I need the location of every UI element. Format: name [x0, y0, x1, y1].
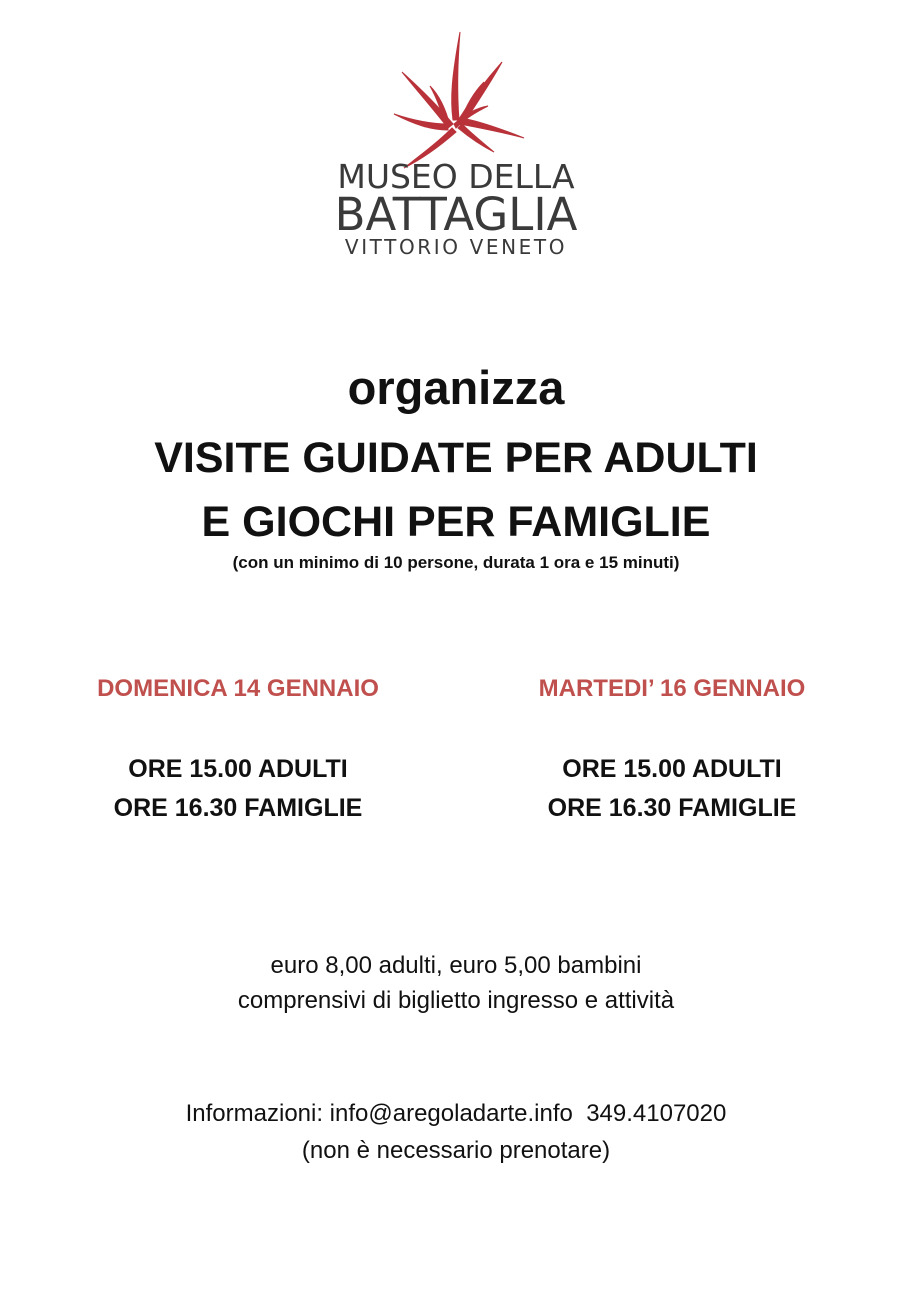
event-conditions-note: (con un minimo di 10 persone, durata 1 ora e 15 minuti)	[232, 553, 680, 572]
schedule-date: DOMENICA 14 GENNAIO	[97, 675, 379, 702]
time-adults: ORE 15.00 ADULTI	[128, 755, 348, 783]
contact-line: Informazioni: info@aregoladarte.info 349.4107020	[185, 1100, 727, 1127]
schedule-date: MARTEDI’ 16 GENNAIO	[538, 675, 806, 702]
headline-line-2: E GIOCHI PER FAMIGLIE	[201, 498, 711, 546]
red-starburst-figure-icon	[326, 28, 586, 263]
logo-line-1: MUSEO DELLA	[337, 157, 575, 196]
logo-line-3: VITTORIO VENETO	[344, 235, 568, 259]
price-line: euro 8,00 adulti, euro 5,00 bambini	[270, 952, 642, 979]
time-adults: ORE 15.00 ADULTI	[562, 755, 782, 783]
museum-logo	[0, 28, 912, 263]
event-headline	[0, 426, 912, 554]
schedule-day-1	[38, 670, 438, 828]
schedule-times	[472, 750, 872, 828]
price-includes-line: comprensivi di biglietto ingresso e attività	[237, 987, 675, 1014]
intro-text: organizza	[347, 361, 565, 414]
headline-line-1: VISITE GUIDATE PER ADULTI	[154, 434, 758, 482]
logo-line-2: BATTAGLIA	[334, 188, 578, 241]
schedule-times	[38, 750, 438, 828]
time-families: ORE 16.30 FAMIGLIE	[113, 794, 363, 822]
price-info	[0, 948, 912, 1018]
time-families: ORE 16.30 FAMIGLIE	[547, 794, 797, 822]
booking-note: (non è necessario prenotare)	[301, 1137, 611, 1164]
contact-info	[0, 1095, 912, 1169]
schedule-day-2	[472, 670, 872, 828]
